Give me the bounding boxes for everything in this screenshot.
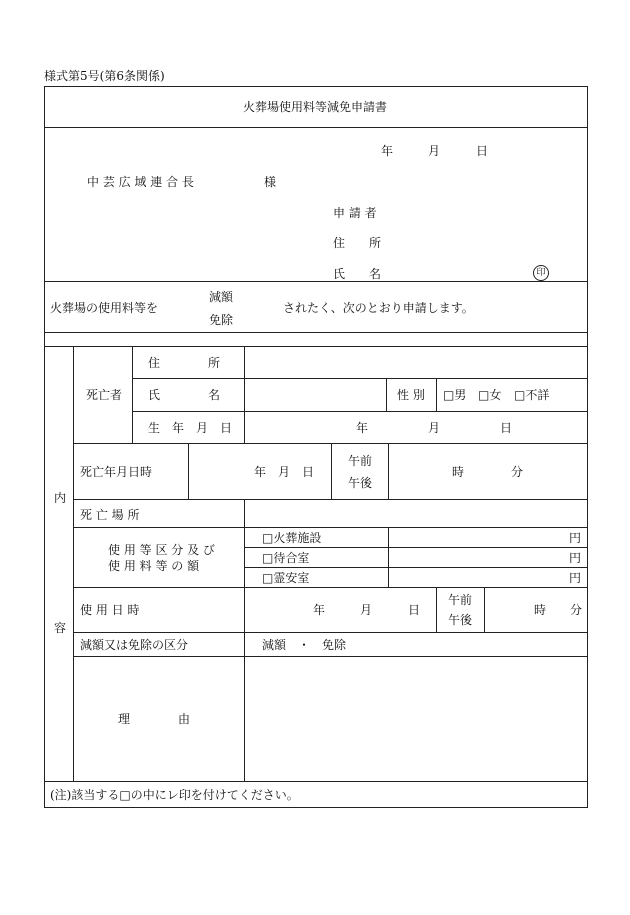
- usage-unit-3: 円: [569, 571, 582, 585]
- deceased-name-label: 氏 名: [148, 388, 221, 402]
- usage-label-line2: 使 用 料 等 の 額: [108, 559, 200, 573]
- death-datetime-label: 死亡年月日時: [80, 465, 153, 479]
- death-dt-border-3: [388, 443, 389, 499]
- usage-minute: 分: [570, 603, 583, 617]
- gender-label: 性 別: [397, 388, 425, 402]
- applicant-name-label: 氏 名: [333, 267, 382, 281]
- row-line-4: [73, 499, 588, 500]
- usage-unit-2: 円: [569, 551, 582, 565]
- death-minute: 分: [511, 465, 524, 479]
- footnote: (注)該当する□の中にレ印を付けてください。: [50, 788, 299, 802]
- usage-label-line1: 使 用 等 区 分 及 び: [108, 543, 215, 557]
- request-option-reduce: 減額: [209, 290, 234, 304]
- frame-right: [587, 86, 588, 808]
- death-hour: 時: [452, 465, 465, 479]
- date-month: 月: [428, 144, 441, 158]
- request-suffix: されたく、次のとおり申請します。: [283, 301, 474, 315]
- row-line-8: [73, 656, 588, 657]
- side-label-1: 内: [54, 491, 67, 505]
- deceased-label: 死亡者: [86, 388, 123, 402]
- usage-unit-1: 円: [569, 531, 582, 545]
- deceased-address-label: 住 所: [148, 356, 221, 370]
- row-line-2: [132, 411, 588, 412]
- date-day: 日: [476, 144, 489, 158]
- death-place-label: 死 亡 場 所: [80, 508, 140, 522]
- applicant-address-label: 住 所: [333, 236, 382, 250]
- title-divider: [44, 127, 588, 128]
- death-pm[interactable]: 午後: [348, 476, 373, 490]
- usage-dt-border-2: [484, 587, 485, 632]
- addressee-name: 中 芸 広 域 連 合 長: [87, 175, 194, 189]
- request-prefix: 火葬場の使用料等を: [50, 301, 159, 315]
- field-col-border-2: [244, 499, 245, 781]
- usage-am[interactable]: 午前: [448, 593, 473, 607]
- death-date-ymd: 年 月 日: [254, 465, 315, 479]
- usage-year: 年: [313, 603, 326, 617]
- frame-left: [44, 86, 45, 808]
- row-line-5: [73, 527, 588, 528]
- death-dt-border-1: [188, 443, 189, 499]
- death-am[interactable]: 午前: [348, 454, 373, 468]
- request-divider: [44, 332, 588, 333]
- usage-pm[interactable]: 午後: [448, 613, 473, 627]
- category-label: 減額又は免除の区分: [80, 638, 189, 652]
- frame-bottom: [44, 807, 588, 808]
- seal-mark: 印: [533, 265, 549, 281]
- usage-item-cremation[interactable]: □火葬施設: [262, 531, 322, 545]
- usage-item-waiting-room[interactable]: □待合室: [262, 551, 310, 565]
- gender-option-female[interactable]: □女: [478, 388, 502, 402]
- applicant-label: 申 請 者: [333, 206, 377, 220]
- birth-date-label: 生 年 月 日: [148, 421, 233, 435]
- form-number: 様式第5号(第6条関係): [44, 69, 165, 83]
- side-column-border: [73, 346, 74, 781]
- row-line-7: [73, 632, 588, 633]
- gender-option-unknown[interactable]: □不詳: [514, 388, 550, 402]
- usage-line-2: [244, 567, 588, 568]
- birth-day: 日: [500, 421, 513, 435]
- addressee-honorific: 様: [264, 175, 277, 189]
- usage-datetime-label: 使 用 日 時: [80, 603, 140, 617]
- birth-month: 月: [428, 421, 441, 435]
- deceased-col-border: [132, 346, 133, 443]
- usage-day: 日: [408, 603, 421, 617]
- gender-mid-border: [436, 378, 437, 411]
- birth-year: 年: [356, 421, 369, 435]
- usage-hour: 時: [534, 603, 547, 617]
- usage-dt-border-1: [436, 587, 437, 632]
- row-line-6: [73, 587, 588, 588]
- gender-option-male[interactable]: □男: [443, 388, 467, 402]
- side-label-2: 容: [54, 621, 67, 635]
- applicant-divider: [44, 281, 588, 282]
- usage-month: 月: [360, 603, 373, 617]
- row-line-1: [132, 378, 588, 379]
- content-top: [44, 346, 588, 347]
- reason-label: 理 由: [118, 712, 191, 726]
- usage-amount-border: [388, 527, 389, 587]
- field-col-border-1: [244, 346, 245, 443]
- date-year: 年: [381, 144, 394, 158]
- usage-line-1: [244, 547, 588, 548]
- request-option-exempt: 免除: [209, 313, 234, 327]
- form-title: 火葬場使用料等減免申請書: [243, 100, 388, 114]
- frame-top: [44, 86, 588, 87]
- content-bottom: [44, 781, 588, 782]
- usage-item-mortuary[interactable]: □霊安室: [262, 571, 310, 585]
- category-value[interactable]: 減額 ・ 免除: [262, 638, 347, 652]
- death-dt-border-2: [331, 443, 332, 499]
- gender-left-border: [386, 378, 387, 411]
